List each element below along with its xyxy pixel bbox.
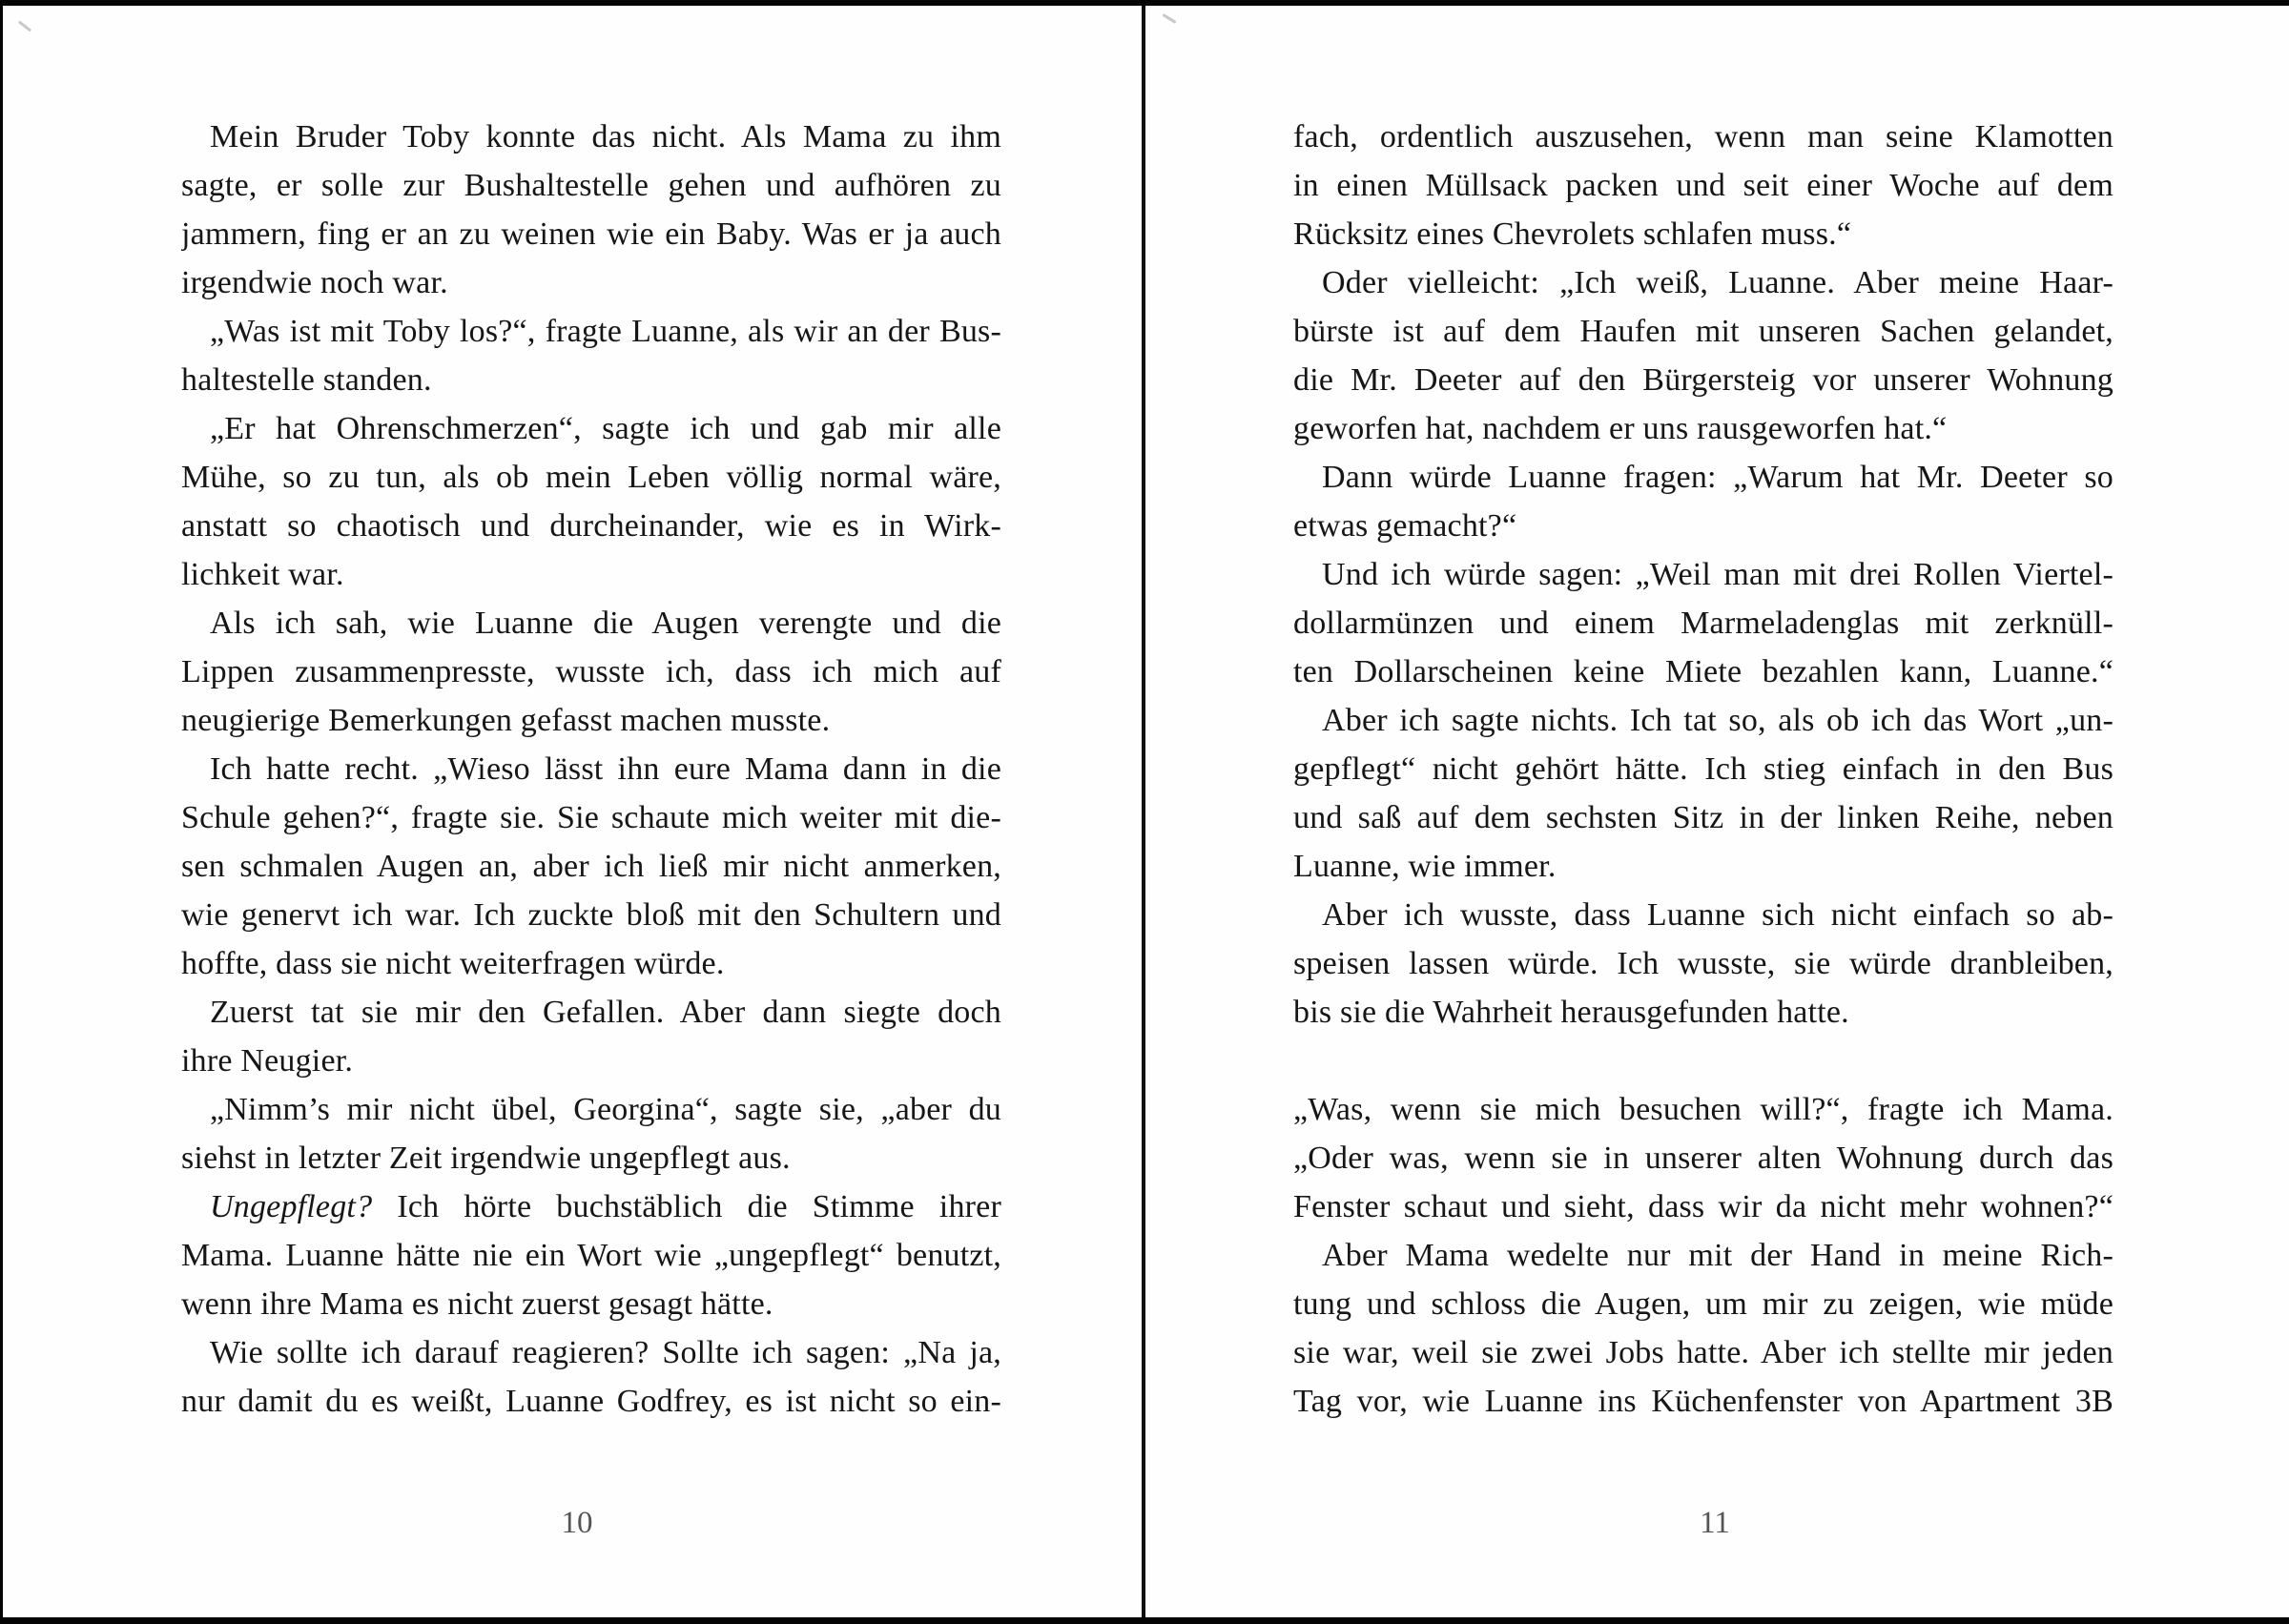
scan-edge-left: [0, 0, 3, 1624]
text-line: speisen lassen würde. Ich wusste, sie würde dranbleiben,: [1293, 946, 2114, 981]
scene-break-gap: [1293, 1037, 2114, 1085]
page-number-right: 11: [1700, 1506, 1730, 1540]
text-line: Als ich sah, wie Luanne die Augen verengte und die: [210, 606, 1001, 641]
text-line: wie genervt ich war. Ich zuckte bloß mit den Schultern und: [181, 897, 1001, 933]
text-line: siehst in letzter Zeit irgendwie ungepflegt aus.: [181, 1141, 791, 1176]
paragraph: [181, 307, 1001, 404]
paragraph: [1293, 453, 2114, 550]
page-right-text: [1293, 113, 2114, 1426]
paragraph: [181, 404, 1001, 599]
text-line: Aber ich sagte nichts. Ich tat so, als ob ich das Wort „un-: [1322, 703, 2114, 738]
italic-lead-word: Ungepflegt?: [210, 1189, 373, 1224]
text-line: dollarmünzen und einem Marmeladenglas mit zerknüll-: [1293, 606, 2114, 641]
text-line: lichkeit war.: [181, 557, 344, 592]
text-line: neugierige Bemerkungen gefasst machen musste.: [181, 703, 831, 738]
text-line: Mama. Luanne hätte nie ein Wort wie „ungepflegt“ benutzt,: [181, 1238, 1001, 1273]
line-rest: Ich hörte buchstäblich die Stimme ihrer: [372, 1189, 1001, 1224]
paragraph: [1293, 696, 2114, 891]
text-line: Luanne, wie immer.: [1293, 849, 1557, 884]
text-line: Mühe, so zu tun, als ob mein Leben völlig normal wäre,: [181, 460, 1001, 495]
text-line: die Mr. Deeter auf den Bürgersteig vor unserer Wohnung: [1293, 362, 2114, 398]
text-line: [181, 1182, 1001, 1231]
text-line: Wie sollte ich darauf reagieren? Sollte ich sagen: „Na ja,: [210, 1335, 1001, 1370]
text-line: Oder vielleicht: „Ich weiß, Luanne. Aber meine Haar-: [1322, 265, 2114, 300]
text-line: „Nimm’s mir nicht übel, Georgina“, sagte sie, „aber du: [210, 1092, 1001, 1127]
text-line: jammern, fing er an zu weinen wie ein Baby. Was er ja auch: [181, 216, 1001, 252]
paragraph: [1293, 1085, 2114, 1231]
text-line: wenn ihre Mama es nicht zuerst gesagt hätte.: [181, 1286, 773, 1322]
text-line: „Was, wenn sie mich besuchen will?“, fragte ich Mama.: [1293, 1092, 2114, 1127]
text-line: hoffte, dass sie nicht weiterfragen würde.: [181, 946, 725, 981]
text-line: Lippen zusammenpresste, wusste ich, dass ich mich auf: [181, 654, 1001, 689]
scan-artifact: [18, 20, 31, 31]
paragraph: [1293, 891, 2114, 1037]
text-line: Dann würde Luanne fragen: „Warum hat Mr. Deeter so: [1322, 460, 2114, 495]
text-line: fach, ordentlich auszusehen, wenn man seine Klamotten: [1293, 119, 2114, 154]
text-line: Rücksitz eines Chevrolets schlafen muss.“: [1293, 216, 1852, 252]
paragraph: [181, 988, 1001, 1085]
paragraph: [181, 1328, 1001, 1426]
paragraph: [1293, 1231, 2114, 1426]
text-line: bürste ist auf dem Haufen mit unseren Sachen gelandet,: [1293, 314, 2114, 349]
paragraph: [181, 1182, 1001, 1328]
text-line: „Er hat Ohrenschmerzen“, sagte ich und gab mir alle: [210, 411, 1001, 446]
scan-artifact: [1162, 13, 1176, 24]
paragraph: [1293, 258, 2114, 453]
text-line: bis sie die Wahrheit herausgefunden hatte.: [1293, 995, 1849, 1030]
text-line: gepflegt“ nicht gehört hätte. Ich stieg einfach in den Bus: [1293, 751, 2114, 787]
text-line: ten Dollarscheinen keine Miete bezahlen kann, Luanne.“: [1293, 654, 2114, 689]
paragraph: [1293, 113, 2114, 258]
paragraph: [181, 599, 1001, 745]
text-line: Schule gehen?“, fragte sie. Sie schaute mich weiter mit die-: [181, 800, 1001, 835]
text-line: „Oder was, wenn sie in unserer alten Wohnung durch das: [1293, 1141, 2114, 1176]
page-left-text: [181, 113, 1001, 1426]
text-line: Aber Mama wedelte nur mit der Hand in meine Rich-: [1322, 1238, 2114, 1273]
text-line: ihre Neugier.: [181, 1043, 354, 1079]
paragraph: [181, 1085, 1001, 1182]
text-line: sen schmalen Augen an, aber ich ließ mir nicht anmerken,: [181, 849, 1001, 884]
text-line: und saß auf dem sechsten Sitz in der linken Reihe, neben: [1293, 800, 2114, 835]
text-line: irgendwie noch war.: [181, 265, 448, 300]
text-line: „Was ist mit Toby los?“, fragte Luanne, als wir an der Bus-: [210, 314, 1001, 349]
page-number-left: 10: [561, 1506, 593, 1540]
text-line: sie war, weil sie zwei Jobs hatte. Aber ich stellte mir jeden: [1293, 1335, 2114, 1370]
text-line: Und ich würde sagen: „Weil man mit drei Rollen Viertel-: [1322, 557, 2114, 592]
text-line: Zuerst tat sie mir den Gefallen. Aber dann siegte doch: [210, 995, 1001, 1030]
text-line: Fenster schaut und sieht, dass wir da nicht mehr wohnen?“: [1293, 1189, 2114, 1224]
text-line: nur damit du es weißt, Luanne Godfrey, es ist nicht so ein-: [181, 1384, 1001, 1419]
text-line: tung und schloss die Augen, um mir zu zeigen, wie müde: [1293, 1286, 2114, 1322]
text-line: Ich hatte recht. „Wieso lässt ihn eure Mama dann in die: [210, 751, 1001, 787]
scan-edge-bottom: [0, 1617, 2289, 1624]
text-line: geworfen hat, nachdem er uns rausgeworfen hat.“: [1293, 411, 1948, 446]
paragraph: [181, 113, 1001, 307]
text-line: etwas gemacht?“: [1293, 508, 1517, 544]
text-line: sagte, er solle zur Bushaltestelle gehen und aufhören zu: [181, 168, 1001, 203]
text-line: Mein Bruder Toby konnte das nicht. Als Mama zu ihm: [210, 119, 1001, 154]
text-line: in einen Müllsack packen und seit einer Woche auf dem: [1293, 168, 2114, 203]
scan-edge-top: [0, 0, 2289, 6]
page-gutter-divider: [1142, 0, 1145, 1624]
text-line: Tag vor, wie Luanne ins Küchenfenster von Apartment 3B: [1293, 1384, 2114, 1419]
paragraph: [181, 745, 1001, 988]
text-line: haltestelle standen.: [181, 362, 432, 398]
text-line: Aber ich wusste, dass Luanne sich nicht einfach so ab-: [1322, 897, 2114, 933]
text-line: anstatt so chaotisch und durcheinander, wie es in Wirk-: [181, 508, 1001, 544]
paragraph: [1293, 550, 2114, 696]
